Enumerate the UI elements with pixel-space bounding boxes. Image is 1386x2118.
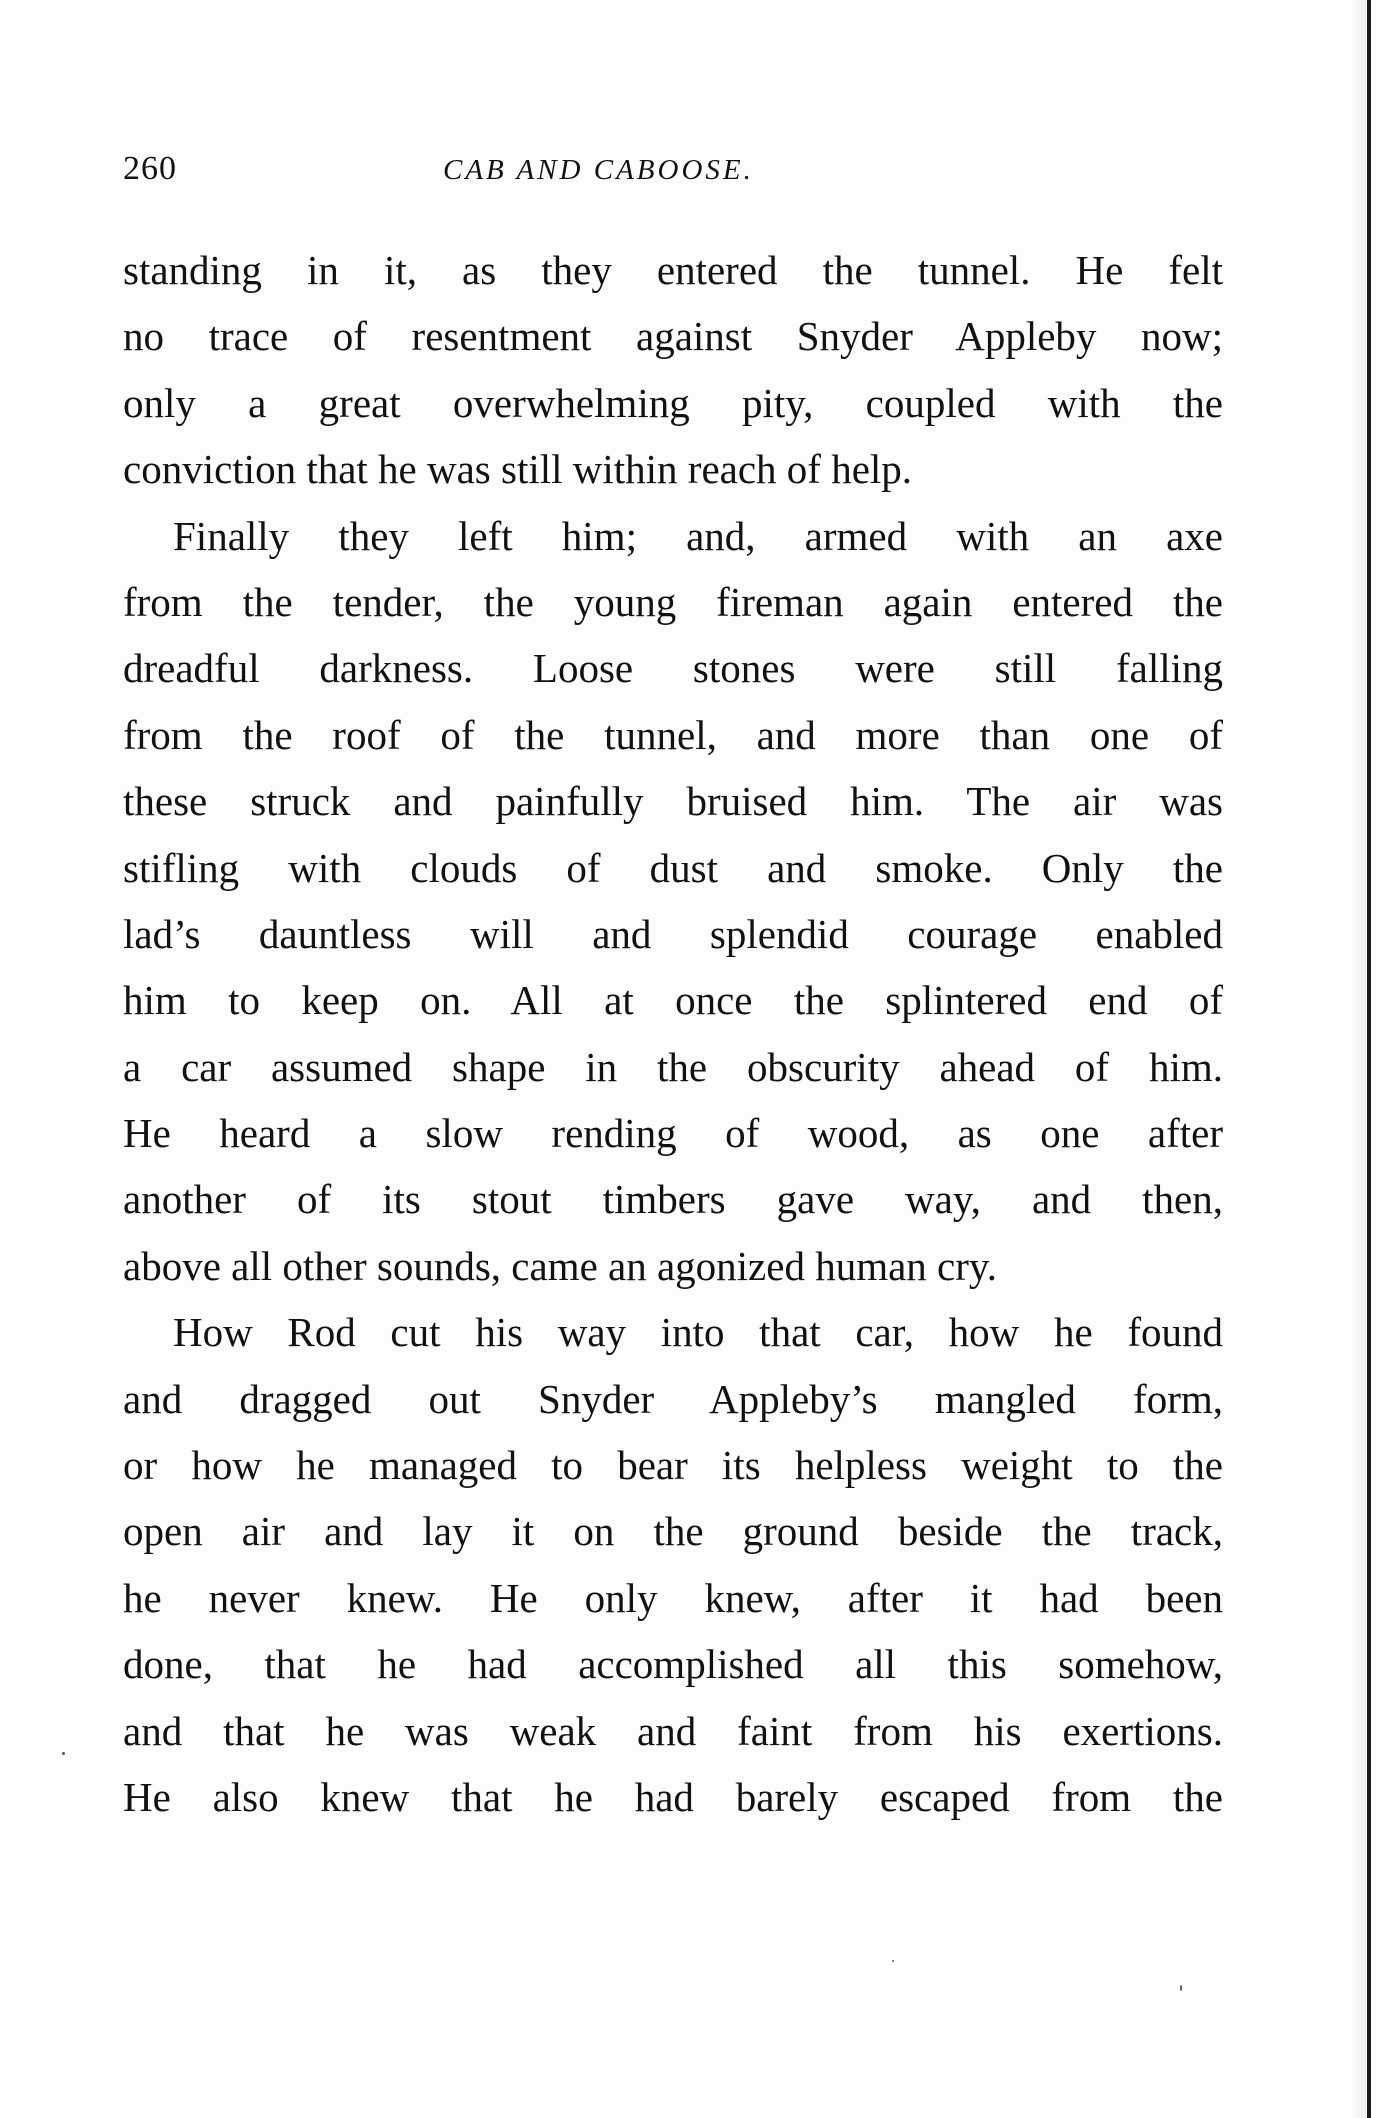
text-line: conviction that he was still within reach of help. bbox=[123, 446, 913, 493]
text-line: these struck and painfully bruised him. The air was bbox=[123, 778, 1223, 825]
running-title: CAB AND CABOOSE. bbox=[443, 154, 754, 186]
page-edge-shadow bbox=[1352, 0, 1366, 2118]
page-header bbox=[123, 150, 1223, 200]
scan-speck bbox=[1180, 1985, 1182, 1991]
paragraph-2 bbox=[123, 503, 1223, 1300]
text-line: and dragged out Snyder Appleby’s mangled form, bbox=[123, 1375, 1223, 1422]
text-line: Finally they left him; and, armed with an axe bbox=[173, 512, 1223, 559]
text-line: and that he was weak and faint from his exertions. bbox=[123, 1707, 1223, 1754]
text-line: done, that he had accomplished all this somehow, bbox=[123, 1641, 1223, 1688]
text-line: lad’s dauntless will and splendid courage enabled bbox=[123, 910, 1223, 957]
paragraph-1 bbox=[123, 237, 1223, 503]
text-line: from the roof of the tunnel, and more than one of bbox=[123, 711, 1223, 758]
text-line: only a great overwhelming pity, coupled with the bbox=[123, 379, 1223, 426]
body-text bbox=[123, 237, 1223, 1830]
page-edge-line bbox=[1367, 0, 1371, 2118]
scan-speck bbox=[892, 1960, 894, 1962]
text-line: He also knew that he had barely escaped from the bbox=[123, 1773, 1223, 1820]
text-line: He heard a slow rending of wood, as one after bbox=[123, 1110, 1223, 1157]
page-number: 260 bbox=[123, 150, 177, 187]
text-line: no trace of resentment against Snyder Appleby now; bbox=[123, 313, 1223, 360]
text-line: standing in it, as they entered the tunnel. He felt bbox=[123, 247, 1223, 293]
text-line: a car assumed shape in the obscurity ahead of him. bbox=[123, 1043, 1223, 1090]
paragraph-3 bbox=[123, 1299, 1223, 1830]
text-line: him to keep on. All at once the splintered end of bbox=[123, 977, 1223, 1024]
text-line: open air and lay it on the ground beside the track, bbox=[123, 1508, 1223, 1555]
text-line: from the tender, the young fireman again entered the bbox=[123, 578, 1223, 625]
text-line: How Rod cut his way into that car, how he found bbox=[173, 1309, 1223, 1356]
text-line: another of its stout timbers gave way, and then, bbox=[123, 1176, 1223, 1223]
text-line: above all other sounds, came an agonized human cry. bbox=[123, 1242, 997, 1289]
text-line: dreadful darkness. Loose stones were still falling bbox=[123, 645, 1223, 692]
scan-speck bbox=[62, 1752, 65, 1755]
text-line: stifling with clouds of dust and smoke. Only the bbox=[123, 844, 1223, 891]
text-line: he never knew. He only knew, after it had been bbox=[123, 1574, 1223, 1621]
text-line: or how he managed to bear its helpless weight to the bbox=[123, 1442, 1223, 1489]
